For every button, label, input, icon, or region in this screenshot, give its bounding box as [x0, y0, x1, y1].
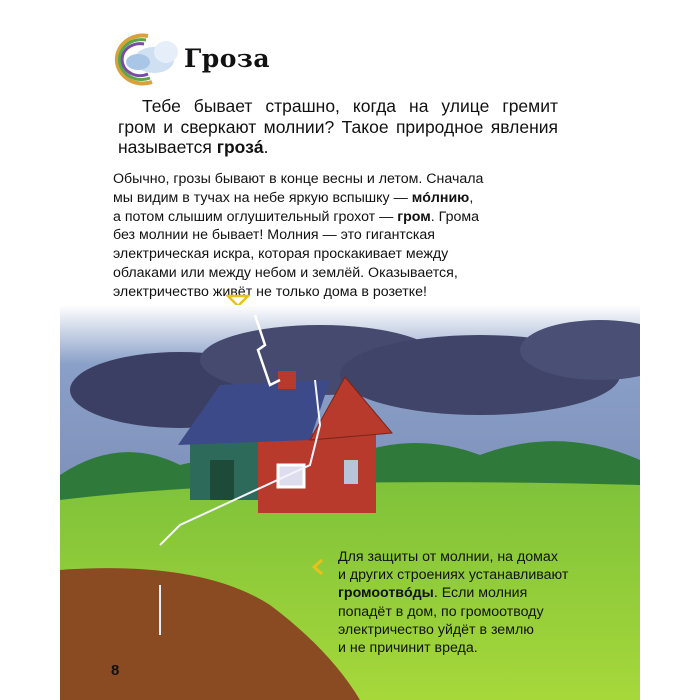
cloud-rainbow-icon	[108, 30, 184, 86]
text-line: Обычно, грозы бывают в конце весны и летом. Сначала	[113, 171, 484, 187]
text-line: без молнии не бывает! Молния — это гигантская	[113, 227, 435, 244]
text-line: облаками или между небом и землёй. Оказывается,	[113, 264, 458, 281]
text-line: мы видим в тучах на небе яркую вспышку — мóлнию,	[113, 189, 474, 206]
page-title: Гроза	[184, 44, 271, 73]
text-line: Для защиты от молнии, на домах	[338, 549, 558, 565]
text-line: а потом слышим оглушительный грохот — гром. Грома	[113, 208, 479, 225]
text-line: электричество уйдёт в землю	[338, 621, 534, 638]
text-line: попадёт в дом, по громоотводу	[338, 603, 544, 620]
text-line: Тебе бывает страшно, когда на улице гремит	[142, 96, 558, 116]
text-line: и не причинит вреда.	[338, 640, 478, 657]
caption	[338, 548, 568, 657]
page-number: 8	[111, 662, 120, 679]
intro-paragraph	[118, 96, 558, 158]
text-line: громоотвóды. Если молния	[338, 585, 528, 602]
text-line: и других строениях устанавливают	[338, 567, 569, 584]
text-line: электрическая искра, которая проскакивает между	[113, 246, 449, 263]
text-line: электричество живёт не только дома в розетке!	[113, 283, 427, 300]
text-line: гром и сверкают молнии? Такое природное явления	[118, 116, 558, 137]
text-line: называется грозá.	[118, 137, 269, 157]
body-paragraph	[113, 170, 533, 302]
